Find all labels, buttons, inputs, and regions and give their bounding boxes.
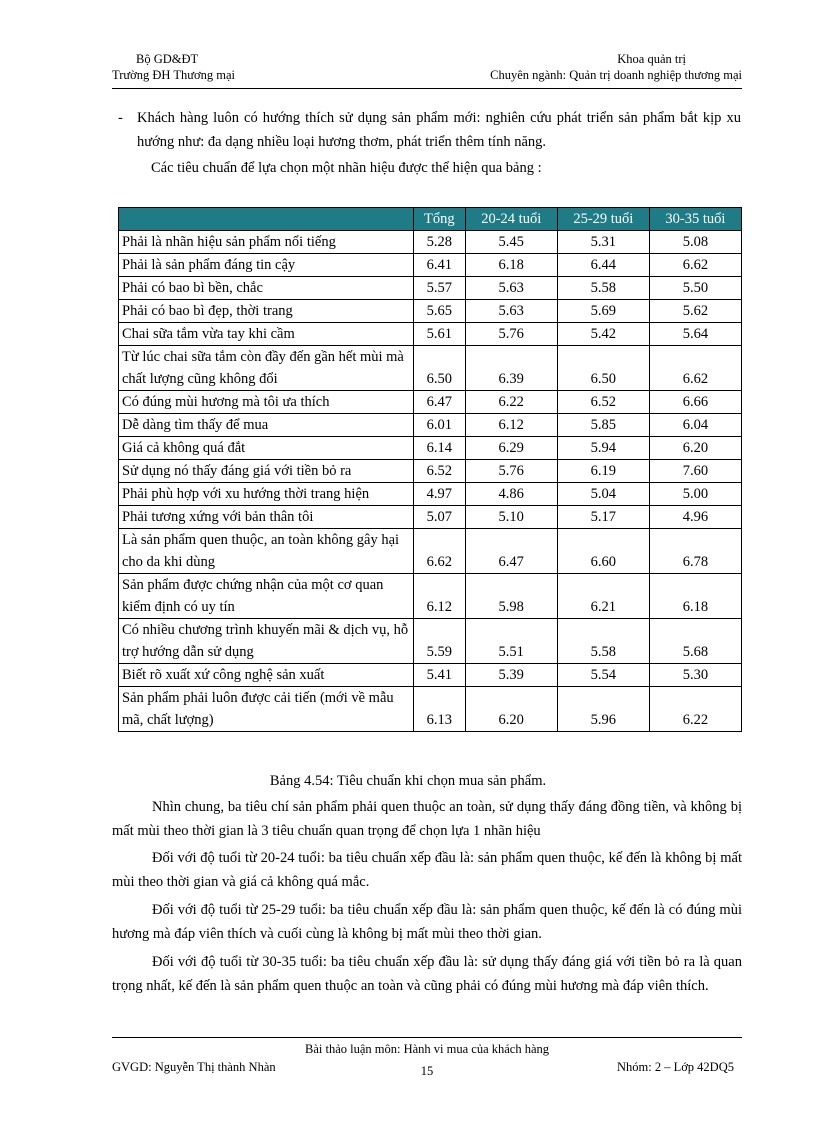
cell-20-24: 5.76 [465, 323, 557, 346]
cell-total: 4.97 [414, 483, 466, 506]
cell-total: 6.12 [414, 574, 466, 619]
cell-20-24: 5.45 [465, 231, 557, 254]
cell-30-35: 6.62 [649, 346, 741, 391]
table-row [119, 437, 742, 460]
cell-25-29: 6.52 [557, 391, 649, 414]
row-label: Sản phẩm phải luôn được cải tiến (mới về mẫu mã, chất lượng) [119, 687, 414, 732]
cell-25-29: 5.42 [557, 323, 649, 346]
header-university: Trường ĐH Thương mại [112, 68, 235, 82]
cell-20-24: 4.86 [465, 483, 557, 506]
cell-30-35: 6.22 [649, 687, 741, 732]
cell-20-24: 6.29 [465, 437, 557, 460]
table-caption: Bảng 4.54: Tiêu chuẩn khi chọn mua sản phẩm. [269, 773, 547, 789]
header-major: Chuyên ngành: Quản trị doanh nghiệp thương mại [490, 68, 742, 82]
row-label: Phải có bao bì bền, chắc [119, 277, 414, 300]
header-faculty: Khoa quản trị [617, 52, 686, 66]
row-label: Biết rõ xuất xứ công nghệ sản xuất [119, 664, 414, 687]
cell-total: 6.50 [414, 346, 466, 391]
cell-30-35: 5.62 [649, 300, 741, 323]
row-label: Phải tương xứng với bản thân tôi [119, 506, 414, 529]
cell-25-29: 5.85 [557, 414, 649, 437]
row-label: Phải là nhãn hiệu sản phẩm nổi tiếng [119, 231, 414, 254]
header-ministry: Bộ GD&ĐT [136, 52, 199, 66]
cell-total: 5.07 [414, 506, 466, 529]
cell-total: 6.41 [414, 254, 466, 277]
paragraph-age-20-24: Đối với độ tuổi từ 20-24 tuổi: ba tiêu chuẩn xếp đầu là: sản phẩm quen thuộc, kế đến là không bị mất mùi theo thời gian và giá cả không quá mắc. [112, 850, 742, 890]
cell-total: 5.65 [414, 300, 466, 323]
row-label: Phải phù hợp với xu hướng thời trang hiện [119, 483, 414, 506]
cell-25-29: 5.94 [557, 437, 649, 460]
bullet-text: Khách hàng luôn có hướng thích sử dụng sản phẩm mới: nghiên cứu phát triển sản phẩm bắt kịp xu hướng như: đa dạng nhiều loại hương thơm, phát triển thêm tính năng. [137, 110, 741, 150]
footer-group: Nhóm: 2 – Lớp 42DQ5 [616, 1060, 734, 1074]
header-cell-blank [119, 208, 414, 231]
cell-25-29: 6.19 [557, 460, 649, 483]
table-row [119, 414, 742, 437]
footer-instructor: GVGD: Nguyễn Thị thành Nhàn [112, 1060, 276, 1074]
cell-30-35: 7.60 [649, 460, 741, 483]
cell-20-24: 6.47 [465, 529, 557, 574]
cell-total: 6.14 [414, 437, 466, 460]
cell-30-35: 6.62 [649, 254, 741, 277]
table-row [119, 483, 742, 506]
cell-25-29: 5.58 [557, 277, 649, 300]
cell-30-35: 6.20 [649, 437, 741, 460]
cell-total: 6.01 [414, 414, 466, 437]
cell-25-29: 5.04 [557, 483, 649, 506]
cell-30-35: 5.64 [649, 323, 741, 346]
footer-course: Bài thảo luận môn: Hành vi mua của khách hàng [304, 1042, 550, 1056]
cell-30-35: 6.18 [649, 574, 741, 619]
table-row [119, 323, 742, 346]
row-label: Từ lúc chai sữa tắm còn đầy đến gần hết mùi mà chất lượng cũng không đổi [119, 346, 414, 391]
row-label: Phải có bao bì đẹp, thời trang [119, 300, 414, 323]
table-row [119, 460, 742, 483]
table-row [119, 529, 742, 574]
cell-20-24: 6.20 [465, 687, 557, 732]
cell-total: 5.28 [414, 231, 466, 254]
cell-30-35: 5.00 [649, 483, 741, 506]
table-row [119, 277, 742, 300]
table-row [119, 619, 742, 664]
table-row [119, 346, 742, 391]
cell-total: 6.62 [414, 529, 466, 574]
cell-20-24: 5.10 [465, 506, 557, 529]
table-row [119, 506, 742, 529]
row-label: Phải là sản phẩm đáng tin cậy [119, 254, 414, 277]
cell-20-24: 6.22 [465, 391, 557, 414]
row-label: Chai sữa tắm vừa tay khi cầm [119, 323, 414, 346]
cell-total: 5.41 [414, 664, 466, 687]
cell-20-24: 6.39 [465, 346, 557, 391]
table-row [119, 300, 742, 323]
page-footer [112, 1037, 742, 1078]
table-row [119, 574, 742, 619]
cell-20-24: 5.63 [465, 300, 557, 323]
cell-30-35: 6.04 [649, 414, 741, 437]
cell-25-29: 6.60 [557, 529, 649, 574]
bullet-mark: - [118, 110, 123, 126]
cell-25-29: 5.17 [557, 506, 649, 529]
table-row [119, 231, 742, 254]
table-row [119, 687, 742, 732]
header-cell-total: Tổng [414, 208, 466, 231]
cell-30-35: 5.68 [649, 619, 741, 664]
row-label: Có nhiều chương trình khuyến mãi & dịch vụ, hỗ trợ hướng dẫn sử dụng [119, 619, 414, 664]
row-label: Sản phẩm được chứng nhận của một cơ quan kiểm định có uy tín [119, 574, 414, 619]
cell-30-35: 6.66 [649, 391, 741, 414]
cell-30-35: 6.78 [649, 529, 741, 574]
cell-total: 5.57 [414, 277, 466, 300]
row-label: Sử dụng nó thấy đáng giá với tiền bỏ ra [119, 460, 414, 483]
cell-30-35: 5.08 [649, 231, 741, 254]
cell-total: 6.52 [414, 460, 466, 483]
header-cell-20-24: 20-24 tuổi [465, 208, 557, 231]
cell-20-24: 5.39 [465, 664, 557, 687]
cell-30-35: 4.96 [649, 506, 741, 529]
page-number: 15 [420, 1064, 434, 1078]
header-cell-30-35: 30-35 tuổi [649, 208, 741, 231]
cell-20-24: 6.18 [465, 254, 557, 277]
cell-total: 6.13 [414, 687, 466, 732]
cell-total: 6.47 [414, 391, 466, 414]
cell-25-29: 5.96 [557, 687, 649, 732]
cell-total: 5.61 [414, 323, 466, 346]
row-label: Giá cả không quá đắt [119, 437, 414, 460]
table-row [119, 391, 742, 414]
cell-25-29: 5.31 [557, 231, 649, 254]
cell-30-35: 5.30 [649, 664, 741, 687]
criteria-table [118, 207, 742, 732]
paragraph-age-30-35: Đối với độ tuổi từ 30-35 tuổi: ba tiêu chuẩn xếp đầu là: sử dụng thấy đáng giá với tiền bỏ ra là quan trọng nhất, kế đến là sản phẩm quen thuộc an toàn và cũng phải có đúng mùi hương mà đáp viên thích. [112, 954, 742, 994]
cell-25-29: 6.44 [557, 254, 649, 277]
cell-25-29: 5.69 [557, 300, 649, 323]
row-label: Dễ dàng tìm thấy để mua [119, 414, 414, 437]
cell-20-24: 5.98 [465, 574, 557, 619]
cell-20-24: 6.12 [465, 414, 557, 437]
page-header [112, 52, 742, 89]
table-intro: Các tiêu chuẩn để lựa chọn một nhãn hiệu được thể hiện qua bảng : [151, 160, 542, 176]
table-row [119, 664, 742, 687]
cell-20-24: 5.63 [465, 277, 557, 300]
table-header-row [119, 208, 742, 231]
cell-total: 5.59 [414, 619, 466, 664]
cell-30-35: 5.50 [649, 277, 741, 300]
cell-25-29: 5.58 [557, 619, 649, 664]
cell-25-29: 6.50 [557, 346, 649, 391]
cell-25-29: 5.54 [557, 664, 649, 687]
cell-25-29: 6.21 [557, 574, 649, 619]
cell-20-24: 5.51 [465, 619, 557, 664]
paragraph-age-25-29: Đối với độ tuổi từ 25-29 tuổi: ba tiêu chuẩn xếp đầu là: sản phẩm quen thuộc, kế đến là có đúng mùi hương mà đáp viên thích và cuối cùng là không bị mất mùi theo thời gian. [112, 902, 742, 942]
row-label: Là sản phẩm quen thuộc, an toàn không gây hại cho da khi dùng [119, 529, 414, 574]
header-cell-25-29: 25-29 tuổi [557, 208, 649, 231]
cell-20-24: 5.76 [465, 460, 557, 483]
table-row [119, 254, 742, 277]
row-label: Có đúng mùi hương mà tôi ưa thích [119, 391, 414, 414]
paragraph-summary: Nhìn chung, ba tiêu chí sản phẩm phải quen thuộc an toàn, sử dụng thấy đáng đồng tiền, và không bị mất mùi theo thời gian là 3 tiêu chuẩn quan trọng để chọn lựa 1 nhãn hiệu [112, 799, 742, 839]
